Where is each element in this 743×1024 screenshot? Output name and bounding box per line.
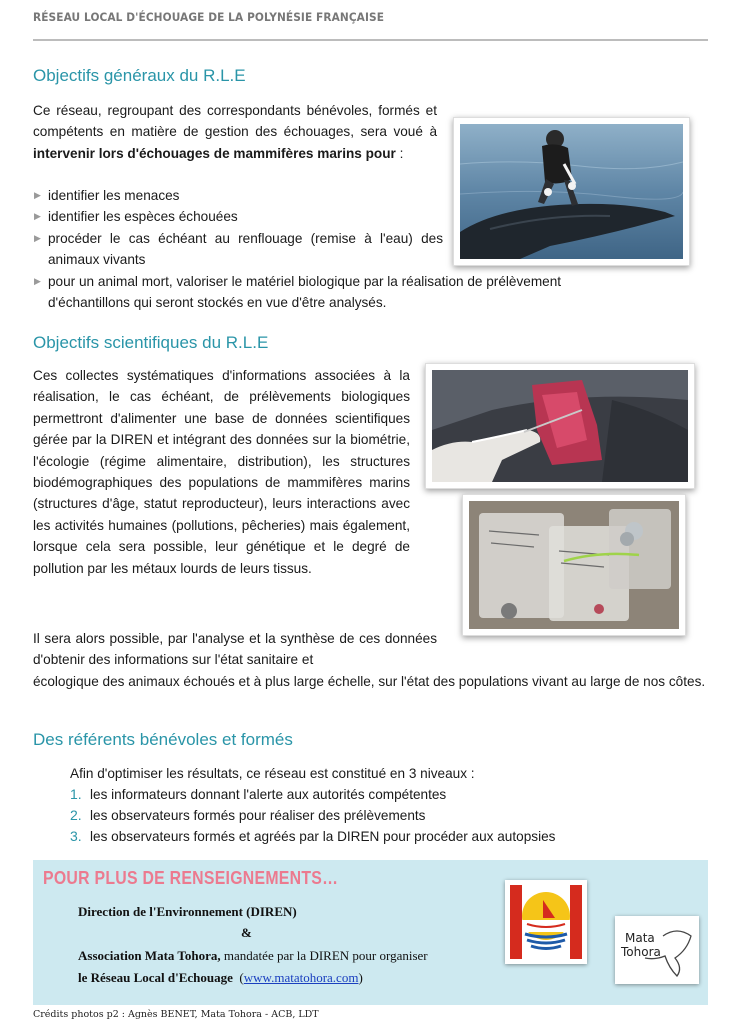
section3-numbered-list	[70, 784, 670, 847]
triangle-bullet-icon: ▶	[34, 211, 41, 222]
triangle-bullet-icon: ▶	[34, 232, 41, 243]
section2-title: Objectifs scientifiques du R.L.E	[33, 333, 269, 352]
logo-text-tohora: Tohora	[621, 945, 661, 959]
whale-stranding-photo	[453, 117, 690, 266]
tissue-photo-image	[432, 370, 688, 482]
triangle-bullet-icon: ▶	[34, 276, 41, 286]
section1-bullet-list	[33, 185, 443, 271]
contact-diren: Direction de l'Environnement (DIREN)	[78, 904, 297, 919]
list-item: ▶ procéder le cas échéant au renflouage (remise à l'eau) des animaux vivants	[33, 228, 443, 271]
section2-conclusion-b: écologique des animaux échoués et à plus large échelle, sur l'état des populations vivant au large de nos côtes.	[33, 674, 706, 689]
list-item	[70, 826, 670, 847]
list-number: 2.	[70, 807, 82, 823]
list-item-text: les informateurs donnant l'alerte aux autorités compétentes	[90, 787, 447, 802]
triangle-bullet-icon: ▶	[34, 190, 41, 200]
mata-tohora-logo	[615, 916, 699, 984]
contact-network: le Réseau Local d'Echouage (www.matatohora.com)	[78, 970, 363, 985]
section1-title: Objectifs généraux du R.L.E	[33, 66, 246, 85]
section1-bullet-list-continued	[33, 271, 623, 314]
whale-photo-image	[460, 124, 683, 259]
contact-association: Association Mata Tohora, mandatée par la DIREN pour organiser	[78, 948, 428, 963]
sample-bags-image	[469, 501, 679, 629]
list-item-text: les observateurs formés et agréés par la DIREN pour procéder aux autopsies	[90, 829, 556, 844]
list-number: 1.	[70, 786, 82, 802]
document-header: RÉSEAU LOCAL D'ÉCHOUAGE DE LA POLYNÉSIE FRANÇAISE	[33, 10, 385, 24]
section2-paragraph: Ces collectes systématiques d'informations associées à la réalisation, le cas échéant, de prélèvements biologiques permettront d'alimenter une base de données scientifiques gérée par la DIREN et intégrant des données sur la biométrie, l'écologie (régime alimentaire, distribution), les structures biodémographiques des populations de mammifères marins (structures d'âge, statut reproducteur), leurs interactions avec les activités humaines (pollutions, pêcheries) mais également, lorsque cela sera possible, leur génétique et le degré de pollution par les métaux lourds de leurs tissus.	[33, 368, 410, 576]
list-item	[70, 784, 670, 805]
whale-tail-logo-icon	[615, 916, 699, 984]
list-item: ▶ pour un animal mort, valoriser le matériel biologique par la réalisation de prélèvement d'échantillons qui seront stockés en vue d'être analysés.	[33, 271, 623, 314]
logo-text-mata: Mata	[625, 931, 655, 945]
contact-box-title: POUR PLUS DE RENSEIGNEMENTS…	[43, 868, 339, 888]
website-link[interactable]: www.matatohora.com	[243, 970, 359, 985]
list-number: 3.	[70, 828, 82, 844]
section1-intro-text-a: Ce réseau, regroupant des correspondants bénévoles, formés et compétents en matière de gestion des échouages, sera voué à	[33, 103, 437, 140]
sample-bags-photo	[462, 494, 686, 636]
section3-title: Des référents bénévoles et formés	[33, 730, 293, 749]
list-item: ▶ identifier les espèces échouées	[33, 206, 443, 227]
section3-intro: Afin d'optimiser les résultats, ce réseau est constitué en 3 niveaux :	[70, 766, 475, 781]
tissue-sampling-photo	[425, 363, 695, 489]
list-item: ▶ identifier les menaces	[33, 185, 443, 206]
list-item	[70, 805, 670, 826]
section1-intro	[33, 100, 437, 164]
photo-credits: Crédits photos p2 : Agnès BENET, Mata Tohora - ACB, LDT	[33, 1009, 319, 1020]
contact-ampersand: &	[241, 925, 252, 940]
list-item-text: les observateurs formés pour réaliser des prélèvements	[90, 808, 426, 823]
polynesia-emblem-icon	[505, 880, 587, 964]
contact-info-box	[33, 860, 708, 1005]
header-divider	[33, 39, 708, 41]
polynesia-flag-logo	[505, 880, 587, 964]
section2-conclusion-a: Il sera alors possible, par l'analyse et la synthèse de ces données d'obtenir des informations sur l'état sanitaire et	[33, 631, 437, 668]
section1-intro-bold: intervenir lors d'échouages de mammifères marins pour	[33, 145, 396, 161]
section1-intro-text-b: :	[395, 145, 404, 161]
